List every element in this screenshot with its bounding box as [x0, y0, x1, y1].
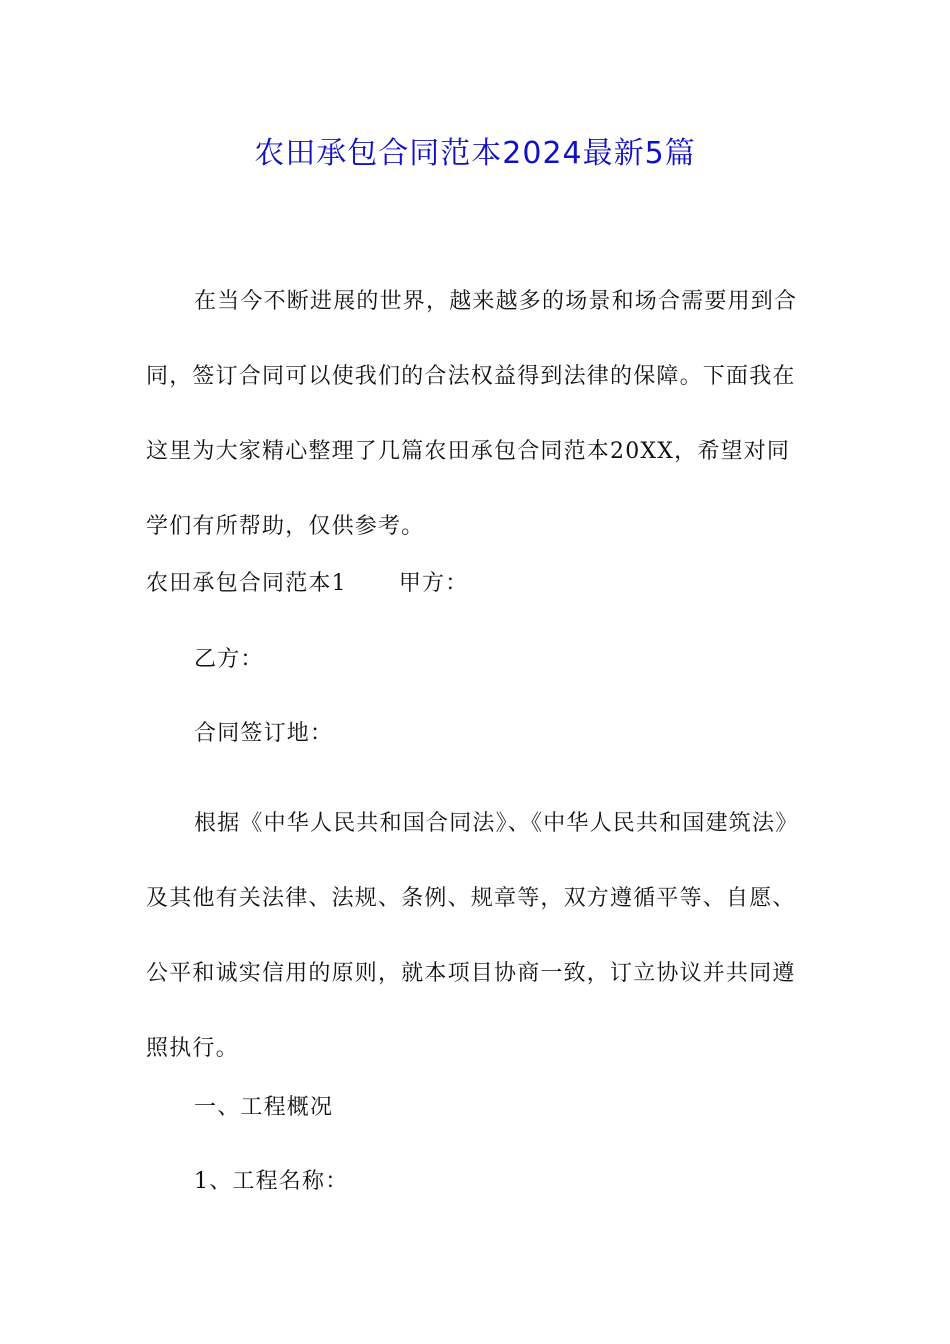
section-heading: 农田承包合同范本1 [146, 571, 347, 596]
party-b-label: 乙方： [194, 647, 264, 672]
clause-1-item-1: 1、工程名称： [194, 1169, 349, 1194]
section-heading-line [146, 564, 468, 604]
document-title: 农田承包合同范本2024最新5篇 [254, 136, 696, 171]
signing-place-label: 合同签订地： [194, 721, 334, 746]
party-a-label: 甲方： [398, 571, 469, 596]
intro-paragraph: 在当今不断进展的世界，越来越多的场景和场合需要用到合同，签订合同可以使我们的合法权益得到法律的保障。下面我在这里为大家精心整理了几篇农田承包合同范本20XX，希望对同学们有所帮助，仅供参考。 [146, 289, 798, 539]
clause-1-heading: 一、工程概况 [194, 1095, 334, 1120]
law-paragraph: 根据《中华人民共和国合同法》、《中华人民共和国建筑法》及其他有关法律、法规、条例、规章等，双方遵循平等、自愿、公平和诚实信用的原则，就本项目协商一致，订立协议并共同遵照执行。 [146, 811, 799, 1061]
